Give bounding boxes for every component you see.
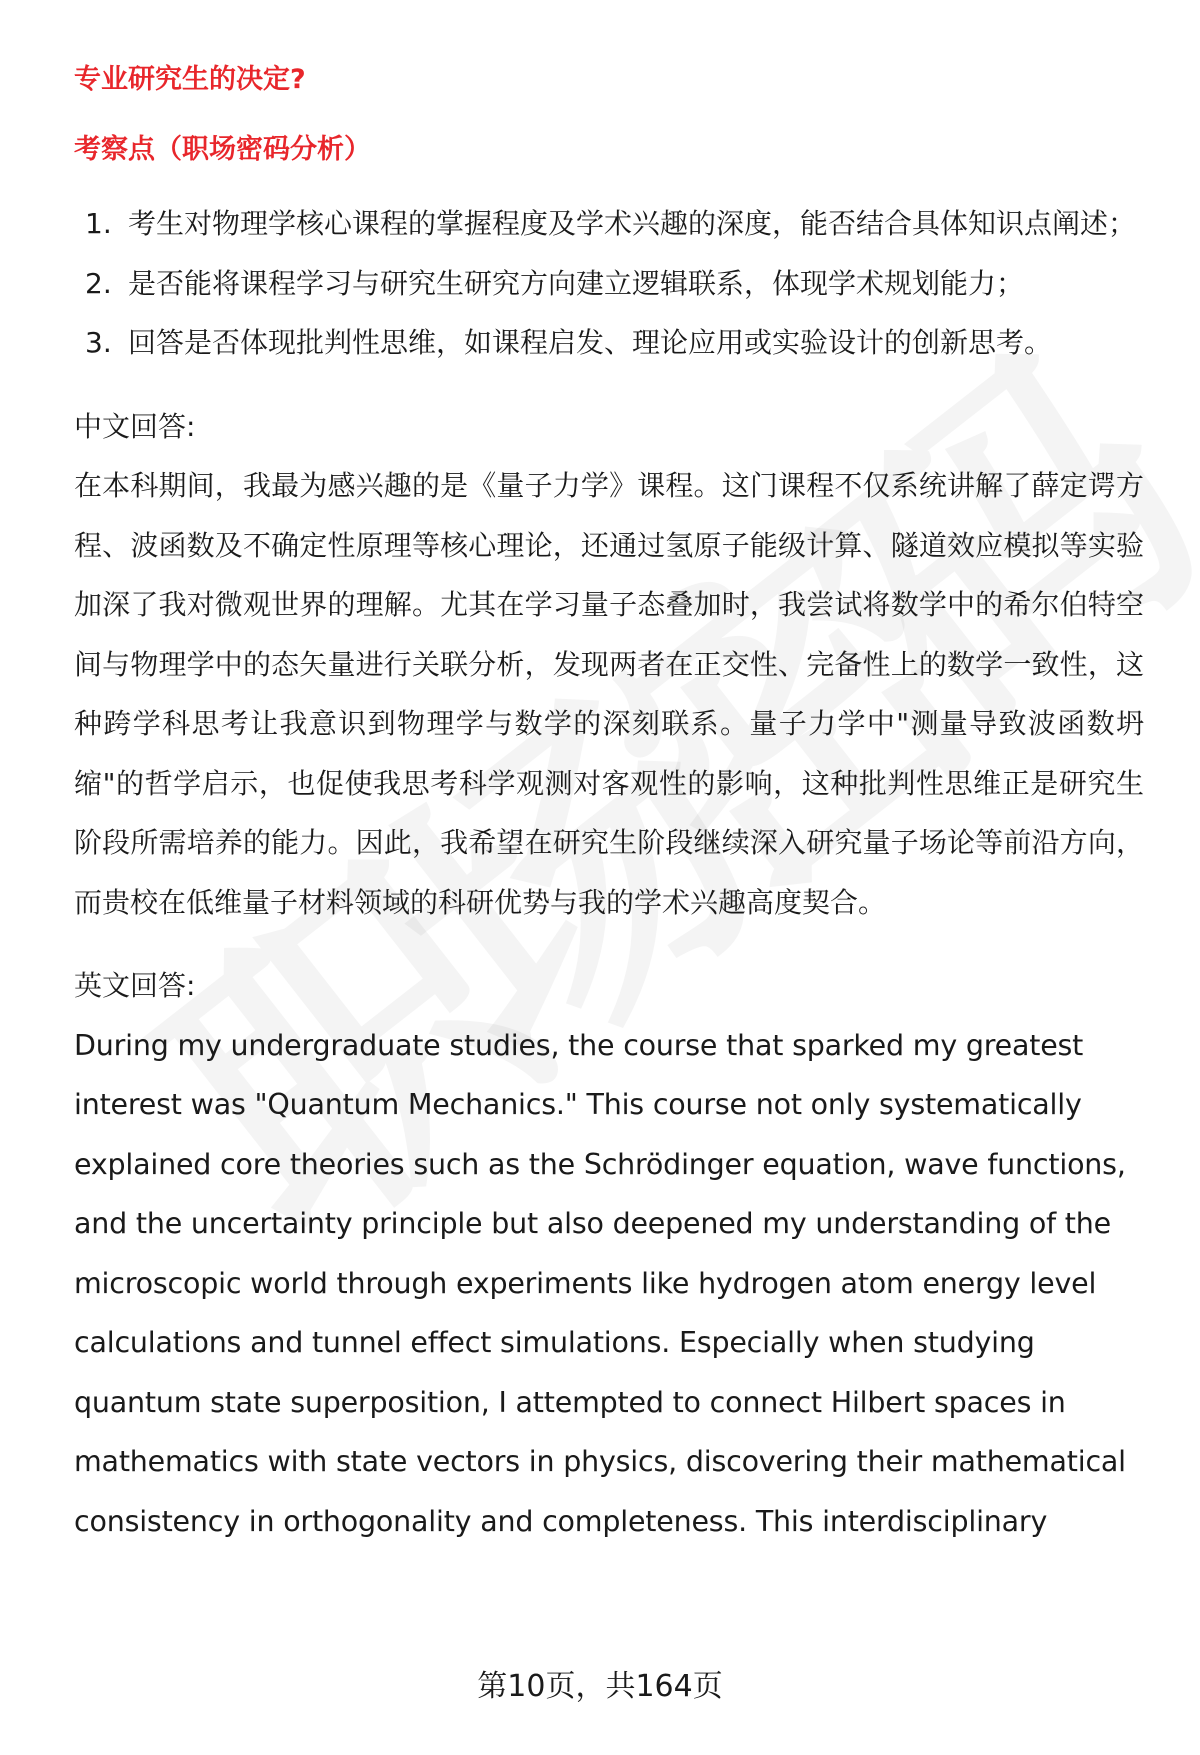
question-heading: 专业研究生的决定?: [74, 64, 306, 95]
list-item-text: 是否能将课程学习与研究生研究方向建立逻辑联系，体现学术规划能力；: [128, 266, 1025, 300]
list-item: [74, 194, 1144, 254]
list-item-text: 回答是否体现批判性思维，如课程启发、理论应用或实验设计的创新思考。: [128, 326, 1053, 359]
chinese-answer-label: 中文回答:: [74, 409, 196, 443]
chinese-answer-text: 在本科期间，我最为感兴趣的是《量子力学》课程。这门课程不仅系统讲解了薛定谔方程、波函数及不确定性原理等核心理论，还通过氢原子能级计算、隧道效应模拟等实验加深了我对微观世界的理解。尤其在学习量子态叠加时，我尝试将数学中的希尔伯特空间与物理学中的态矢量进行关联分析，发现两者在正交性、完备性上的数学一致性，这种跨学科思考让我意识到物理学与数学的深刻联系。量子力学中"测量导致波函数坍缩"的哲学启示，也促使我思考科学观测对客观性的影响，这种批判性思维正是研究生阶段所需培养的能力。因此，我希望在研究生阶段继续深入研究量子场论等前沿方向，而贵校在低维量子材料领域的科研优势与我的学术兴趣高度契合。: [74, 469, 1144, 919]
exam-points-list: [74, 194, 1144, 373]
list-item-number: 3.: [85, 326, 112, 359]
list-item-number: 2.: [85, 266, 112, 300]
document-page: [74, 52, 1144, 1551]
list-item-text: 考生对物理学核心课程的掌握程度及学术兴趣的深度，能否结合具体知识点阐述；: [128, 207, 1137, 240]
page-footer: 第10页，共164页: [477, 1669, 723, 1704]
exam-points-title: 考察点（职场密码分析）: [74, 134, 371, 165]
english-answer-text: During my undergraduate studies, the course that sparked my greatest interest was "Quantum Mechanics." This course not only systematically explained core theories such as the Schrödinger equation, wave functions, and the uncertainty principle but also deepened my understanding of the microscopic world through experiments like hydrogen atom energy level calculations and tunnel effect simulations. Especially when studying quantum state superposition, I attempted to connect Hilbert spaces in mathematics with state vectors in physics, discovering their mathematical consistency in orthogonality and completeness. This interdisciplinary: [74, 1028, 1126, 1538]
list-item: [74, 254, 1144, 314]
english-answer-label: 英文回答:: [74, 969, 196, 1002]
list-item: [74, 313, 1144, 373]
list-item-number: 1.: [85, 207, 112, 240]
